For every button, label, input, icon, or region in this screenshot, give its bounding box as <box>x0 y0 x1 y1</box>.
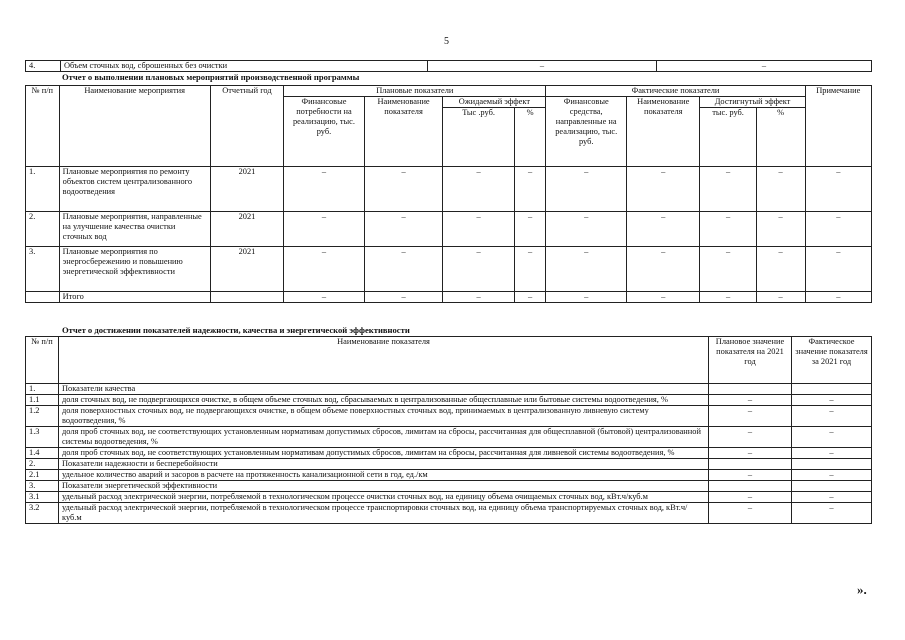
closing-mark: ». <box>857 582 867 597</box>
col-header-year: Отчетный год <box>210 86 283 167</box>
top-row-table <box>25 60 872 72</box>
row-value: – <box>428 61 657 72</box>
row-dash: – <box>443 212 514 247</box>
row-plan: – <box>709 448 792 459</box>
row-dash: – <box>443 247 514 292</box>
table-row <box>26 384 872 395</box>
row-year: 2021 <box>210 167 283 212</box>
row-number: 3.1 <box>26 492 59 503</box>
table-row <box>26 427 872 448</box>
row-fact: – <box>792 492 872 503</box>
row-dash: – <box>756 247 805 292</box>
total-row <box>26 292 872 303</box>
row-dash: – <box>514 212 546 247</box>
row-dash: – <box>284 167 365 212</box>
col-header-name: Наименование мероприятия <box>59 86 210 167</box>
row-name: Плановые мероприятия по энергосбережению и повышению энергетической эффективности <box>59 247 210 292</box>
row-number: 1. <box>26 167 60 212</box>
total-label: Итого <box>59 292 210 303</box>
col-header-fact-rub: тыс. руб. <box>700 108 756 167</box>
col-header-fact: Фактическое значение показателя за 2021 год <box>792 337 872 384</box>
table-row <box>26 470 872 481</box>
row-dash: – <box>514 292 546 303</box>
row-dash: – <box>546 247 627 292</box>
row-dash: – <box>546 292 627 303</box>
col-header-plan: Плановое значение показателя на 2021 год <box>709 337 792 384</box>
row-value: – <box>657 61 872 72</box>
row-fact: – <box>792 427 872 448</box>
row-dash: – <box>756 212 805 247</box>
row-dash: – <box>805 167 871 212</box>
table-row <box>26 492 872 503</box>
row-number: 1.3 <box>26 427 59 448</box>
row-fact <box>792 481 872 492</box>
row-dash: – <box>756 167 805 212</box>
col-header-fact: Фактические показатели <box>546 86 805 97</box>
table-row <box>26 212 872 247</box>
table-row <box>26 167 872 212</box>
row-dash: – <box>284 292 365 303</box>
row-fact <box>792 459 872 470</box>
row-plan: – <box>709 395 792 406</box>
row-number: 2.1 <box>26 470 59 481</box>
col-header-plan-indicator: Наименование показателя <box>364 97 443 167</box>
row-dash: – <box>627 212 700 247</box>
row-dash: – <box>805 292 871 303</box>
row-number: 3. <box>26 247 60 292</box>
table-row <box>26 395 872 406</box>
row-year: 2021 <box>210 247 283 292</box>
row-number: 2. <box>26 212 60 247</box>
row-dash: – <box>546 167 627 212</box>
row-dash: – <box>364 292 443 303</box>
row-year: 2021 <box>210 212 283 247</box>
table-row <box>26 459 872 470</box>
row-dash: – <box>627 292 700 303</box>
measures-table <box>25 85 872 303</box>
row-dash: – <box>443 167 514 212</box>
row-dash: – <box>756 292 805 303</box>
row-plan <box>709 384 792 395</box>
row-number: 3. <box>26 481 59 492</box>
row-plan: – <box>709 427 792 448</box>
col-header-name: Наименование показателя <box>59 337 709 384</box>
row-number: 4. <box>26 61 61 72</box>
row-fact <box>792 384 872 395</box>
table-row <box>26 448 872 459</box>
row-dash: – <box>284 247 365 292</box>
row-name: доля поверхностных сточных вод, не подвергающихся очистке, в общем объеме поверхностных сточных вод, принимаемых в централизованную ливневую систему водоотведения, % <box>59 406 709 427</box>
row-dash: – <box>546 212 627 247</box>
col-header-plan-rub: Тыс .руб. <box>443 108 514 167</box>
row-number: 1.2 <box>26 406 59 427</box>
row-name: доля проб сточных вод, не соответствующих установленным нормативам допустимых сбросов, лимитам на сбросы, рассчитанная для общесплавной (бытовой) централизованной системы водоотведения, % <box>59 427 709 448</box>
row-number: 1.1 <box>26 395 59 406</box>
row-name: удельный расход электрической энергии, потребляемой в технологическом процессе очистки сточных вод, на единицу объема очищаемых сточных вод, кВт.ч/куб.м <box>59 492 709 503</box>
row-plan: – <box>709 406 792 427</box>
row-dash: – <box>805 212 871 247</box>
row-name: Плановые мероприятия по ремонту объектов систем централизованного водоотведения <box>59 167 210 212</box>
row-dash: – <box>700 292 756 303</box>
row-name: доля проб сточных вод, не соответствующих установленным нормативам допустимых сбросов, лимитам на сбросы, рассчитанная для ливневой системы водоотведения, % <box>59 448 709 459</box>
row-name: Плановые мероприятия, направленные на улучшение качества очистки сточных вод <box>59 212 210 247</box>
row-dash: – <box>627 167 700 212</box>
row-plan: – <box>709 503 792 524</box>
table-row <box>26 503 872 524</box>
row-plan: – <box>709 492 792 503</box>
col-header-plan: Плановые показатели <box>284 86 546 97</box>
row-number: 3.2 <box>26 503 59 524</box>
row-dash: – <box>443 292 514 303</box>
col-header-num: № п/п <box>26 86 60 167</box>
col-header-plan-effect: Ожидаемый эффект <box>443 97 546 108</box>
row-plan: – <box>709 470 792 481</box>
row-fact: – <box>792 395 872 406</box>
row-dash: – <box>514 167 546 212</box>
row-dash: – <box>700 212 756 247</box>
col-header-num: № п/п <box>26 337 59 384</box>
row-number: 1. <box>26 384 59 395</box>
col-header-fact-pct: % <box>756 108 805 167</box>
row-dash: – <box>700 247 756 292</box>
row-number: 1.4 <box>26 448 59 459</box>
row-dash: – <box>514 247 546 292</box>
section2-title: Отчет о достижении показателей надежности, качества и энергетической эффективности <box>62 325 410 335</box>
row-plan <box>709 459 792 470</box>
row-name: Показатели надежности и бесперебойности <box>59 459 709 470</box>
row-name: удельный расход электрической энергии, потребляемой в технологическом процессе транспортировки сточных вод, на единицу объема транспортируемых сточных вод, кВт.ч/куб.м <box>59 503 709 524</box>
table-row <box>26 247 872 292</box>
row-plan <box>709 481 792 492</box>
col-header-note: Примечание <box>805 86 871 167</box>
row-dash: – <box>284 212 365 247</box>
page-number: 5 <box>444 36 449 47</box>
row-fact: – <box>792 503 872 524</box>
indicators-table <box>25 336 872 524</box>
row-name: удельное количество аварий и засоров в расчете на протяженность канализационной сети в год, ед./км <box>59 470 709 481</box>
section1-title: Отчет о выполнении плановых мероприятий производственной программы <box>62 72 360 82</box>
row-dash: – <box>364 167 443 212</box>
table-row <box>26 481 872 492</box>
col-header-fact-fin: Финансовые средства, направленные на реализацию, тыс. руб. <box>546 97 627 167</box>
row-number: 2. <box>26 459 59 470</box>
col-header-plan-fin: Финансовые потребности на реализацию, тыс. руб. <box>284 97 365 167</box>
row-dash: – <box>627 247 700 292</box>
table-row <box>26 406 872 427</box>
row-fact: – <box>792 406 872 427</box>
row-dash: – <box>364 247 443 292</box>
row-fact: – <box>792 448 872 459</box>
col-header-fact-indicator: Наименование показателя <box>627 97 700 167</box>
row-name: Показатели энергетической эффективности <box>59 481 709 492</box>
row-dash: – <box>805 247 871 292</box>
col-header-fact-effect: Достигнутый эффект <box>700 97 805 108</box>
row-name: доля сточных вод, не подвергающихся очистке, в общем объеме сточных вод, сбрасываемых в централизованные общесплавные или бытовые системы водоотведения, % <box>59 395 709 406</box>
row-name: Показатели качества <box>59 384 709 395</box>
col-header-plan-pct: % <box>514 108 546 167</box>
row-label: Объем сточных вод, сброшенных без очистки <box>61 61 428 72</box>
row-fact: – <box>792 470 872 481</box>
row-dash: – <box>700 167 756 212</box>
row-dash: – <box>364 212 443 247</box>
